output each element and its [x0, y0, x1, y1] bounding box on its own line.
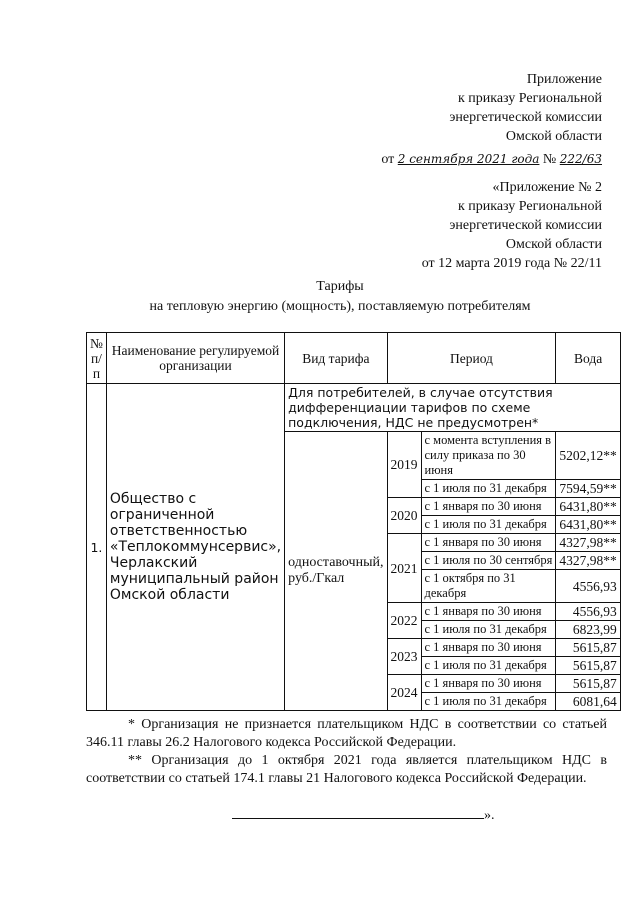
value-cell: 6081,64: [556, 693, 620, 711]
row-number: 1.: [87, 384, 107, 711]
header2-line: к приказу Региональной: [457, 199, 602, 214]
period-cell: с 1 октября по 31 декабря: [421, 570, 556, 603]
tariffs-table: [86, 332, 621, 711]
consumers-note: Для потребителей, в случае отсутствия дифференциации тарифов по схеме подключения, НДС не предусмотрен*: [285, 384, 621, 432]
period-cell: с момента вступления в силу приказа по 30 июня: [421, 432, 556, 480]
date-prefix: от: [381, 152, 395, 167]
value-cell: 4327,98**: [556, 534, 620, 552]
footnote-vat-exempt: * Организация не признается плательщиком НДС в соответствии со статьей 346.11 главы 26.2 Налогового кодекса Российской Федерации.: [86, 717, 607, 750]
value-cell: 5202,12**: [556, 432, 620, 480]
period-cell: с 1 января по 30 июня: [421, 534, 556, 552]
year-cell: 2022: [387, 603, 421, 639]
header2-line: «Приложение № 2: [492, 180, 602, 195]
year-cell: 2020: [387, 498, 421, 534]
header1-line: к приказу Региональной: [457, 91, 602, 106]
header1-line: Омской области: [505, 129, 602, 144]
year-cell: 2021: [387, 534, 421, 603]
header-period: Период: [387, 333, 556, 384]
value-cell: 6823,99: [556, 621, 620, 639]
period-cell: с 1 июля по 30 сентября: [421, 552, 556, 570]
header-num: № п/п: [87, 333, 107, 384]
period-cell: с 1 июля по 31 декабря: [421, 516, 556, 534]
value-cell: 6431,80**: [556, 498, 620, 516]
footnote-vat-payer: ** Организация до 1 октября 2021 года является плательщиком НДС в соответствии со статьей 174.1 главы 21 Налогового кодекса Российской Федерации.: [86, 753, 607, 786]
header1-line: Приложение: [526, 72, 602, 87]
footnotes: [86, 716, 607, 788]
handwritten-number: 222/63: [559, 152, 602, 166]
table-header-row: [87, 333, 621, 384]
value-cell: 6431,80**: [556, 516, 620, 534]
header-type: Вид тарифа: [285, 333, 387, 384]
year-cell: 2023: [387, 639, 421, 675]
period-cell: с 1 июля по 31 декабря: [421, 657, 556, 675]
value-cell: 4327,98**: [556, 552, 620, 570]
header2-line: от 12 марта 2019 года № 22/11: [421, 256, 602, 271]
order-attachment-header: [381, 70, 602, 169]
value-cell: 4556,93: [556, 603, 620, 621]
period-cell: с 1 января по 30 июня: [421, 603, 556, 621]
value-cell: 5615,87: [556, 657, 620, 675]
period-cell: с 1 января по 30 июня: [421, 498, 556, 516]
header-water: Вода: [556, 333, 620, 384]
tariff-type: одноставочный, руб./Гкал: [285, 432, 387, 711]
value-cell: 7594,59**: [556, 480, 620, 498]
value-cell: 5615,87: [556, 639, 620, 657]
title-line: Тарифы: [316, 279, 364, 294]
table-row: [87, 384, 621, 432]
header1-line: энергетической комиссии: [449, 110, 602, 125]
period-cell: с 1 июля по 31 декабря: [421, 693, 556, 711]
handwritten-date: 2 сентября 2021 года: [397, 152, 540, 166]
period-cell: с 1 июля по 31 декабря: [421, 621, 556, 639]
year-cell: 2019: [387, 432, 421, 498]
value-cell: 5615,87: [556, 675, 620, 693]
title-subline: на тепловую энергию (мощность), поставляемую потребителям: [149, 299, 531, 314]
organization-name: Общество с ограниченной ответственностью «Теплокоммунсервис», Черлакский муниципальный район Омской области: [106, 384, 284, 711]
header2-line: энергетической комиссии: [449, 218, 602, 233]
period-cell: с 1 января по 30 июня: [421, 675, 556, 693]
header2-line: Омской области: [505, 237, 602, 252]
value-cell: 4556,93: [556, 570, 620, 603]
signature-underline: [232, 808, 484, 819]
period-cell: с 1 января по 30 июня: [421, 639, 556, 657]
period-cell: с 1 июля по 31 декабря: [421, 480, 556, 498]
appendix2-header: [422, 178, 602, 273]
header-org: Наименование регулируемой организации: [106, 333, 284, 384]
order-date-number-line: [381, 150, 602, 169]
document-title: [0, 277, 640, 317]
closing-quote: ».: [484, 808, 495, 823]
closing-line: [232, 808, 495, 824]
year-cell: 2024: [387, 675, 421, 711]
number-prefix: №: [542, 152, 557, 167]
